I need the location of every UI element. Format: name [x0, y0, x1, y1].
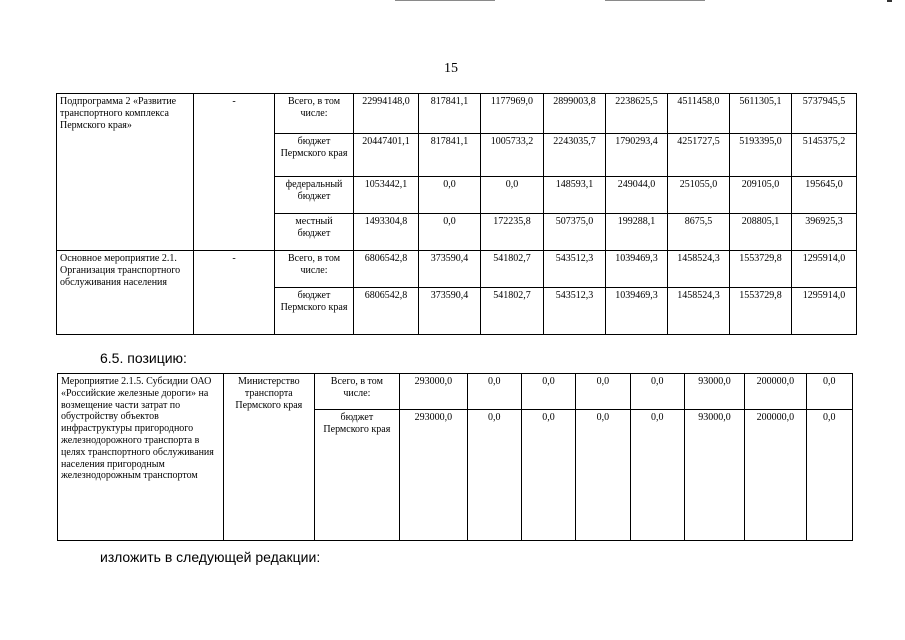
- table-row: [57, 94, 857, 134]
- amount-cell: 1005733,2: [481, 134, 544, 177]
- table-row: [58, 374, 853, 410]
- amount-cell: 251055,0: [668, 177, 730, 214]
- amount-cell: 543512,3: [544, 288, 606, 335]
- amount-cell: 5145375,2: [792, 134, 857, 177]
- amount-cell: 293000,0: [400, 410, 467, 541]
- amount-cell: 6806542,8: [354, 251, 419, 288]
- measure-name-cell: Подпрограмма 2 «Развитие транспортного комплекса Пермского края»: [57, 94, 194, 251]
- amount-cell: 0,0: [806, 374, 852, 410]
- amount-cell: 0,0: [419, 177, 481, 214]
- scan-edge-mark: [887, 0, 892, 2]
- amount-cell: 209105,0: [730, 177, 792, 214]
- amount-cell: 0,0: [521, 410, 575, 541]
- funding-source-cell: Всего, в том числе:: [314, 374, 400, 410]
- amount-cell: 93000,0: [684, 410, 744, 541]
- amount-cell: 2899003,8: [544, 94, 606, 134]
- amount-cell: 0,0: [576, 410, 630, 541]
- amount-cell: 1295914,0: [792, 251, 857, 288]
- amount-cell: 1177969,0: [481, 94, 544, 134]
- amount-cell: 1790293,4: [606, 134, 668, 177]
- amount-cell: 373590,4: [419, 251, 481, 288]
- amount-cell: 200000,0: [745, 374, 806, 410]
- section-heading: 6.5. позицию:: [100, 350, 187, 366]
- amount-cell: 1053442,1: [354, 177, 419, 214]
- amount-cell: 1295914,0: [792, 288, 857, 335]
- amount-cell: 817841,1: [419, 94, 481, 134]
- amount-cell: 2243035,7: [544, 134, 606, 177]
- amount-cell: 199288,1: [606, 214, 668, 251]
- responsible-cell: -: [194, 251, 275, 335]
- amount-cell: 1553729,8: [730, 288, 792, 335]
- amount-cell: 507375,0: [544, 214, 606, 251]
- amount-cell: 5611305,1: [730, 94, 792, 134]
- amount-cell: 93000,0: [684, 374, 744, 410]
- amount-cell: 0,0: [630, 410, 684, 541]
- amount-cell: 6806542,8: [354, 288, 419, 335]
- funding-source-cell: Всего, в том числе:: [275, 251, 354, 288]
- amount-cell: 1039469,3: [606, 251, 668, 288]
- amount-cell: 0,0: [806, 410, 852, 541]
- scan-edge-line: [605, 0, 705, 1]
- amount-cell: 1553729,8: [730, 251, 792, 288]
- measure-name-cell: Мероприятие 2.1.5. Субсидии ОАО «Российские железные дороги» на возмещение части затрат по обустройству объектов инфраструктуры пригородного железнодорожного транспорта в целях транспортного обслуживания населения пригородным железнодорожным транспортом: [58, 374, 224, 541]
- amount-cell: 208805,1: [730, 214, 792, 251]
- funding-source-cell: бюджет Пермского края: [314, 410, 400, 541]
- amount-cell: 0,0: [467, 410, 521, 541]
- amount-cell: 200000,0: [745, 410, 806, 541]
- amount-cell: 5737945,5: [792, 94, 857, 134]
- amount-cell: 0,0: [467, 374, 521, 410]
- measure-name-cell: Основное мероприятие 2.1. Организация транспортного обслуживания населения: [57, 251, 194, 335]
- amount-cell: 172235,8: [481, 214, 544, 251]
- amount-cell: 541802,7: [481, 288, 544, 335]
- funding-source-cell: местный бюджет: [275, 214, 354, 251]
- amount-cell: 396925,3: [792, 214, 857, 251]
- amount-cell: 8675,5: [668, 214, 730, 251]
- amount-cell: 20447401,1: [354, 134, 419, 177]
- scan-edge-line: [395, 0, 495, 1]
- amount-cell: 373590,4: [419, 288, 481, 335]
- amount-cell: 1458524,3: [668, 251, 730, 288]
- amount-cell: 1493304,8: [354, 214, 419, 251]
- measure-funding-table: [57, 373, 853, 541]
- amount-cell: 541802,7: [481, 251, 544, 288]
- amount-cell: 0,0: [630, 374, 684, 410]
- responsible-cell: -: [194, 94, 275, 251]
- table-row: [57, 251, 857, 288]
- amount-cell: 293000,0: [400, 374, 467, 410]
- amount-cell: 1458524,3: [668, 288, 730, 335]
- amount-cell: 0,0: [576, 374, 630, 410]
- amount-cell: 0,0: [419, 214, 481, 251]
- closing-text: изложить в следующей редакции:: [100, 549, 321, 565]
- funding-source-cell: Всего, в том числе:: [275, 94, 354, 134]
- amount-cell: 148593,1: [544, 177, 606, 214]
- funding-source-cell: федеральный бюджет: [275, 177, 354, 214]
- page-number: 15: [444, 61, 458, 76]
- amount-cell: 817841,1: [419, 134, 481, 177]
- funding-source-cell: бюджет Пермского края: [275, 288, 354, 335]
- amount-cell: 1039469,3: [606, 288, 668, 335]
- amount-cell: 4251727,5: [668, 134, 730, 177]
- program-funding-table: [56, 93, 857, 335]
- amount-cell: 2238625,5: [606, 94, 668, 134]
- amount-cell: 0,0: [481, 177, 544, 214]
- amount-cell: 5193395,0: [730, 134, 792, 177]
- amount-cell: 4511458,0: [668, 94, 730, 134]
- funding-source-cell: бюджет Пермского края: [275, 134, 354, 177]
- responsible-cell: Министерство транспорта Пермского края: [224, 374, 315, 541]
- amount-cell: 0,0: [521, 374, 575, 410]
- amount-cell: 543512,3: [544, 251, 606, 288]
- amount-cell: 22994148,0: [354, 94, 419, 134]
- amount-cell: 195645,0: [792, 177, 857, 214]
- amount-cell: 249044,0: [606, 177, 668, 214]
